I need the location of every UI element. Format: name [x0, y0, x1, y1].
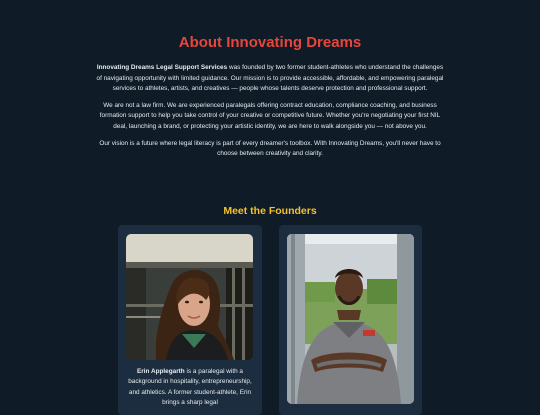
about-section	[96, 63, 444, 166]
founders-heading: Meet the Founders	[223, 204, 317, 217]
about-paragraph-1-text: was founded by two former student-athletes who understand the challenges of navigating opportunity with limited guidance. Our mission is to provide accessible, affordable, and empowering paralegal services to athletes, artists, and creatives — people whose talents deserve protection and professional support.	[96, 64, 444, 93]
founder-bio-text: is a paralegal with a background in hospitality, entrepreneurship, and athletics. A former student-athlete, Erin brings a sharp legal	[128, 368, 252, 407]
about-paragraph-2: We are not a law firm. We are experienced paralegals offering contract education, compliance coaching, and business formation support to help you take control of your creative or competitive future. Whether you're negotiating your first NIL deal, launching a brand, or protecting your artistic identity, we are here to walk alongside you — not above you.	[99, 101, 441, 130]
founder-name: Erin Applegarth	[137, 368, 185, 375]
founder-card-2	[279, 225, 422, 415]
founder-card-erin	[118, 225, 262, 415]
page-title: About Innovating Dreams	[178, 34, 362, 52]
about-paragraph-3: Our vision is a future where legal literacy is part of every dreamer's toolbox. With Innovating Dreams, you'll never have to choose between creativity and clarity.	[99, 139, 441, 158]
founder-photo-2	[287, 234, 414, 404]
company-name: Innovating Dreams Legal Support Services	[96, 64, 228, 71]
founder-photo-erin	[126, 234, 253, 360]
founder-bio-erin	[128, 367, 252, 409]
about-paragraph-1	[96, 63, 444, 95]
